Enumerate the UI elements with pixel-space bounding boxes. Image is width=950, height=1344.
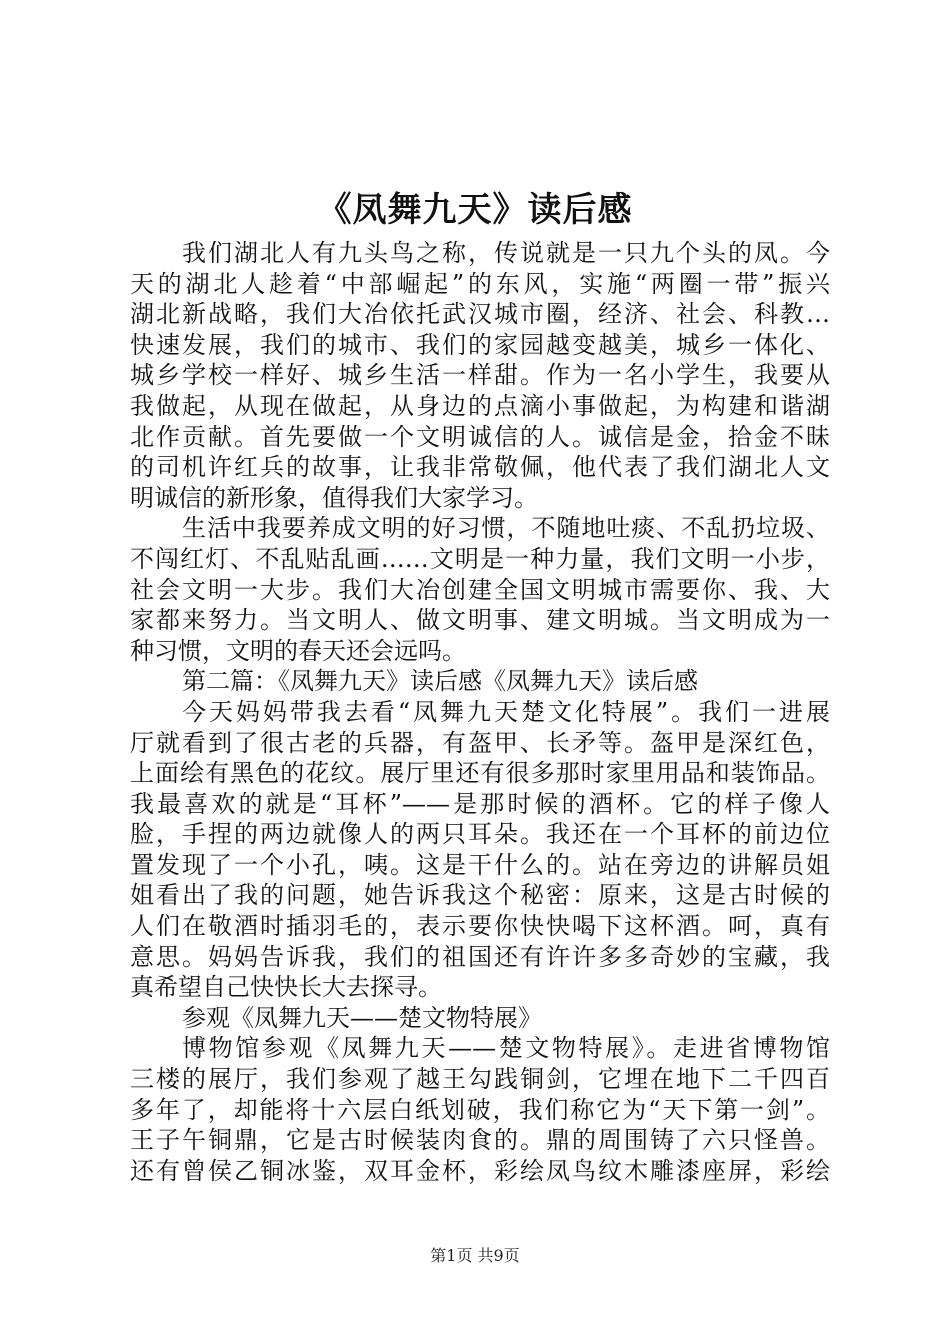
text-line: 城乡学校一样好、城乡生活一样甜。作为一名小学生，我要从 xyxy=(130,361,830,390)
text-line: 的司机许红兵的故事，让我非常敬佩，他代表了我们湖北人文 xyxy=(130,453,830,482)
text-line: 快速发展，我们的城市、我们的家园越变越美，城乡一体化、 xyxy=(130,330,830,359)
text-line: 不闯红灯、不乱贴乱画……文明是一种力量，我们文明一小步， xyxy=(130,544,830,573)
text-line: 意思。妈妈告诉我，我们的祖国还有许许多多奇妙的宝藏，我 xyxy=(130,942,830,971)
text-line: 天的湖北人趁着“中部崛起”的东风，实施“两圈一带”振兴 xyxy=(130,269,830,298)
page-footer: 第1页 共9页 xyxy=(430,1246,520,1265)
text-line: 博物馆参观《凤舞九天——楚文物特展》。走进省博物馆 xyxy=(182,1034,830,1063)
text-line: 我做起，从现在做起，从身边的点滴小事做起，为构建和谐湖 xyxy=(130,391,830,420)
text-line: 种习惯，文明的春天还会远吗。 xyxy=(130,636,466,665)
text-line: 北作贡献。首先要做一个文明诚信的人。诚信是金，拾金不昧 xyxy=(130,422,830,451)
document-body xyxy=(130,238,830,1186)
text-line: 第二篇：《凤舞九天》读后感《凤舞九天》读后感 xyxy=(182,667,698,696)
text-line: 脸，手捏的两边就像人的两只耳朵。我还在一个耳杯的前边位 xyxy=(130,820,830,849)
text-line: 上面绘有黑色的花纹。展厅里还有很多那时家里用品和装饰品。 xyxy=(130,759,830,788)
text-line: 我最喜欢的就是“耳杯”——是那时候的酒杯。它的样子像人 xyxy=(130,789,830,818)
text-line: 家都来努力。当文明人、做文明事、建文明城。当文明成为一 xyxy=(130,606,830,635)
text-line: 参观《凤舞九天——楚文物特展》 xyxy=(182,1003,542,1032)
text-line: 社会文明一大步。我们大冶创建全国文明城市需要你、我、大 xyxy=(130,575,830,604)
text-line: 姐看出了我的问题，她告诉我这个秘密：原来，这是古时候的 xyxy=(130,881,830,910)
text-line: 厅就看到了很古老的兵器，有盔甲、长矛等。盔甲是深红色， xyxy=(130,728,830,757)
text-line: 置发现了一个小孔，咦。这是干什么的。站在旁边的讲解员姐 xyxy=(130,850,830,879)
text-line: 我们湖北人有九头鸟之称，传说就是一只九个头的凤。今 xyxy=(182,239,830,267)
text-line: 人们在敬酒时插羽毛的，表示要你快快喝下这杯酒。呵，真有 xyxy=(130,912,830,941)
text-line: 还有曾侯乙铜冰鉴，双耳金杯，彩绘凤鸟纹木雕漆座屏，彩绘 xyxy=(130,1156,830,1185)
text-line: 三楼的展厅，我们参观了越王勾践铜剑，它埋在地下二千四百 xyxy=(130,1065,830,1094)
text-line: 多年了，却能将十六层白纸划破，我们称它为“天下第一剑”。 xyxy=(130,1095,830,1124)
document-title: 《凤舞九天》读后感 xyxy=(317,190,633,230)
text-line: 真希望自己快快长大去探寻。 xyxy=(130,973,442,1002)
text-line: 明诚信的新形象，值得我们大家学习。 xyxy=(130,483,538,512)
text-line: 湖北新战略，我们大冶依托武汉城市圈，经济、社会、科教… xyxy=(130,300,830,329)
text-line: 生活中我要养成文明的好习惯，不随地吐痰、不乱扔垃圾、 xyxy=(182,514,830,543)
text-line: 今天妈妈带我去看“凤舞九天楚文化特展”。我们一进展 xyxy=(182,697,830,726)
text-line: 王子午铜鼎，它是古时候装肉食的。鼎的周围铸了六只怪兽。 xyxy=(130,1126,830,1155)
